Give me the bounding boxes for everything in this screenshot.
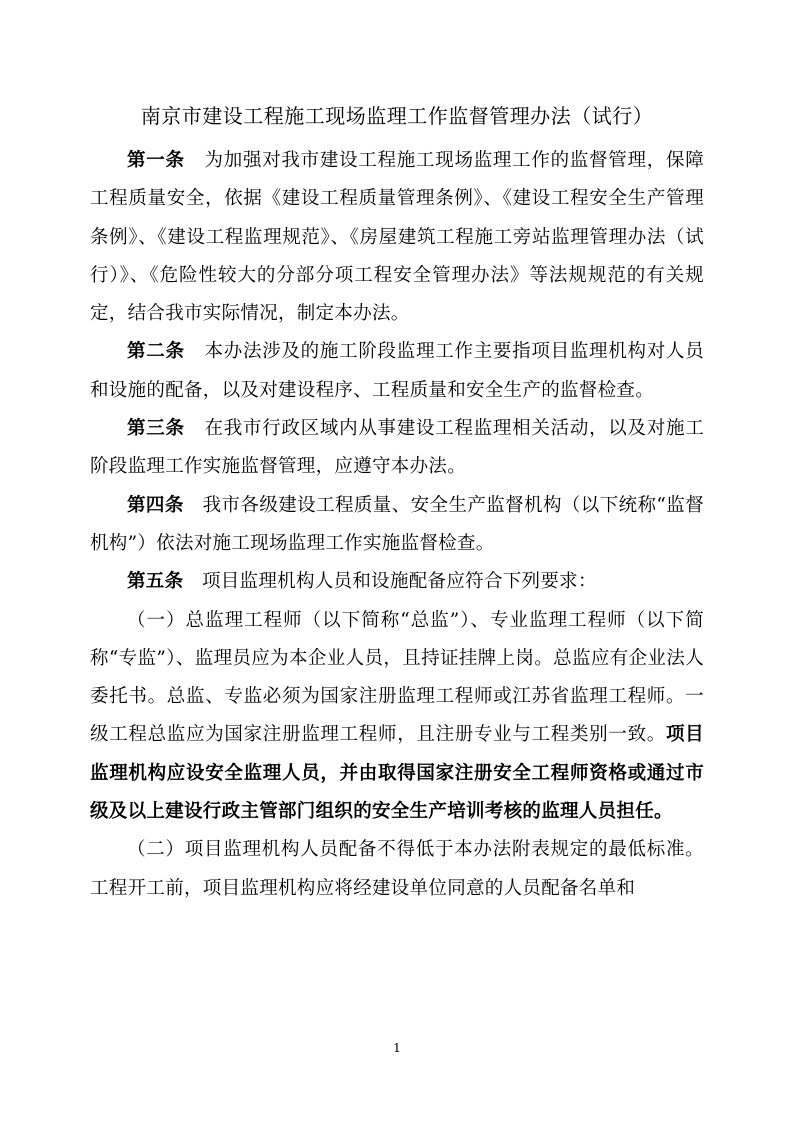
article-text: 我市各级建设工程质量、安全生产监督机构（以下统称“监督机构”）依法对施工现场监理工作实施监督检查。 [90, 494, 705, 554]
article-label: 第二条 [127, 341, 185, 363]
clause-emphasis: 项目监理机构应设安全监理人员，并由取得国家注册安全工程师资格或通过市级及以上建设行政主管部门组织的安全生产培训考核的监理人员担任。 [90, 724, 704, 823]
article-3 [90, 410, 704, 487]
article-text: 在我市行政区域内从事建设工程监理相关活动，以及对施工阶段监理工作实施监督管理，应遵守本办法。 [90, 418, 704, 478]
spacer [183, 571, 202, 592]
clause-1 [90, 602, 704, 832]
article-label: 第四条 [127, 494, 184, 516]
article-5 [90, 563, 704, 601]
article-label: 第一条 [127, 150, 185, 171]
article-text: 本办法涉及的施工阶段监理工作主要指项目监理机构对人员和设施的配备，以及对建设程序、工程质量和安全生产的监督检查。 [90, 341, 704, 401]
spacer [185, 341, 205, 362]
spacer [185, 150, 205, 171]
spacer [185, 418, 205, 439]
clause-text: （一）总监理工程师（以下简称“总监”）、专业监理工程师（以下简称“专监”）、监理员应为本企业人员，且持证挂牌上岗。总监应有企业法人委托书。总监、专监必须为国家注册监理工程师或江苏省监理工程师。一级工程总监应为国家注册监理工程师，且注册专业与工程类别一致。 [90, 609, 704, 746]
document-title: 南京市建设工程施工现场监理工作监督管理办法（试行） [140, 104, 654, 128]
document-body [90, 142, 704, 908]
spacer [184, 495, 203, 516]
article-2 [90, 333, 704, 410]
clause-2 [90, 831, 704, 908]
page-number: 1 [393, 1041, 401, 1055]
clause-text: （二）项目监理机构人员配备不得低于本办法附表规定的最低标准。工程开工前，项目监理机构应将经建设单位同意的人员配备名单和 [90, 839, 704, 899]
article-label: 第三条 [127, 418, 185, 440]
article-4 [90, 487, 704, 564]
article-text: 项目监理机构人员和设施配备应符合下列要求： [201, 571, 597, 593]
article-1 [90, 142, 704, 333]
article-text: 为加强对我市建设工程施工现场监理工作的监督管理，保障工程质量安全，依据《建设工程质量管理条例》、《建设工程安全生产管理条例》、《建设工程监理规范》、《房屋建筑工程施工旁站监理管理办法（试行）》、《危险性较大的分部分项工程安全管理办法》等法规规范的有关规定，结合我市实际情况，制定本办法。 [90, 150, 704, 325]
article-label: 第五条 [127, 571, 184, 593]
